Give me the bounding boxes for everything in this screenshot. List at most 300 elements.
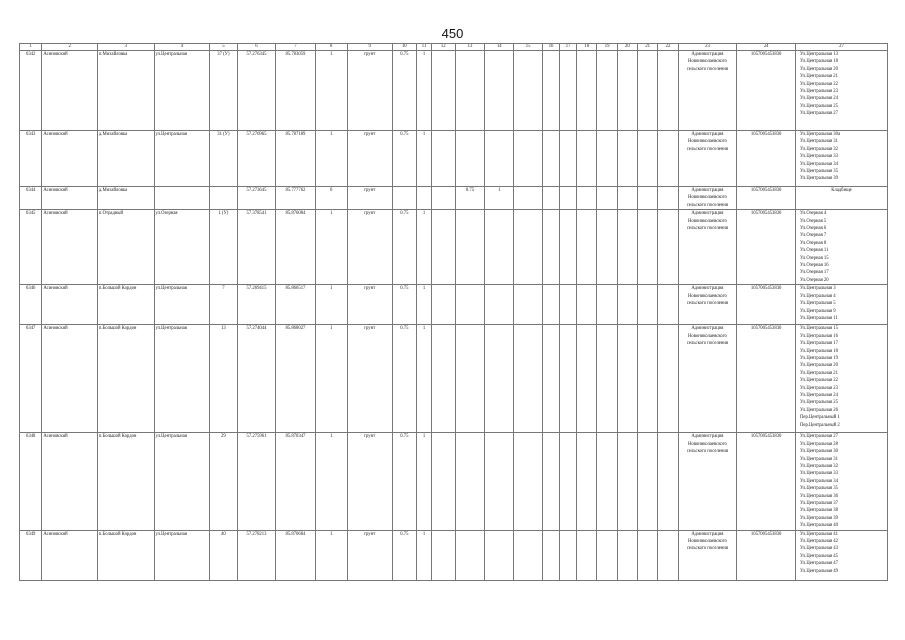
containers-cell: 1 <box>417 210 432 285</box>
organization-cell: Администрация Новониколаевского сельского поселения <box>678 210 737 285</box>
ogrn-cell: 1057005453830 <box>737 325 796 433</box>
area-cell: 0.75 <box>392 433 417 530</box>
empty-cell <box>597 131 617 187</box>
empty-cell <box>543 51 560 131</box>
table-row <box>20 530 888 580</box>
column-header: 11 <box>417 44 432 51</box>
empty-cell <box>658 433 678 530</box>
served-address: Ул.Центральная 34 <box>800 161 838 167</box>
served-address: Ул.Центральная 26 <box>800 407 838 413</box>
house-cell: 29 <box>210 433 238 530</box>
column-header: 9 <box>347 44 392 51</box>
empty-cell <box>638 325 658 433</box>
column-header: 3 <box>97 44 154 51</box>
organization-cell: Администрация Новониколаевского сельского поселения <box>678 325 737 433</box>
count-cell: 1 <box>315 51 347 131</box>
settlement-cell: п.Отрадный <box>97 210 154 285</box>
house-cell: 13 <box>210 325 238 433</box>
col14-cell <box>485 433 514 530</box>
settlement-cell: п.Михайловка <box>97 51 154 131</box>
empty-cell <box>432 285 455 325</box>
column-header: 18 <box>577 44 597 51</box>
served-address: Пер.Центральный 2 <box>800 422 840 428</box>
empty-cell <box>658 285 678 325</box>
served-address: Ул.Центральная 39 <box>800 176 838 182</box>
row-id: 6349 <box>20 530 42 580</box>
empty-cell <box>577 210 597 285</box>
ogrn-cell: 1057005453830 <box>737 530 796 580</box>
served-address: Ул.Центральная 11 <box>800 315 838 321</box>
ogrn-cell: 1057005453830 <box>737 210 796 285</box>
served-addresses-cell <box>796 285 888 325</box>
street-cell: ул.Центральная <box>154 131 210 187</box>
empty-cell <box>543 325 560 433</box>
table-row <box>20 285 888 325</box>
empty-cell <box>560 433 577 530</box>
empty-cell <box>577 187 597 210</box>
served-address: Ул.Центральная 21 <box>800 370 838 376</box>
street-cell: ул.Центральная <box>154 51 210 131</box>
served-address: Ул.Центральная 3 <box>800 286 836 292</box>
empty-cell <box>638 210 658 285</box>
empty-cell <box>638 187 658 210</box>
settlement-cell: п.Большой Кордон <box>97 530 154 580</box>
empty-cell <box>658 530 678 580</box>
served-address: Ул.Центральная 18 <box>800 348 838 354</box>
served-address: Пер.Центральный 1 <box>800 415 840 421</box>
column-header: 2 <box>42 44 98 51</box>
table-row <box>20 210 888 285</box>
served-address: Ул.Центральная 15 <box>800 326 838 332</box>
surface-cell: грунт <box>347 210 392 285</box>
column-header: 12 <box>432 44 455 51</box>
served-address: Ул.Центральная 17 <box>800 341 838 347</box>
served-address: Ул.Центральная 30 <box>800 449 838 455</box>
served-address: Ул.Центральная 31 <box>800 139 838 145</box>
served-address: Ул.Озерная 8 <box>800 240 827 246</box>
surface-cell: грунт <box>347 530 392 580</box>
empty-cell <box>597 433 617 530</box>
settlement-cell: д.Михайловка <box>97 131 154 187</box>
table-row <box>20 51 888 131</box>
served-address: Ул.Центральная 18 <box>800 59 838 65</box>
col14-cell: 1 <box>485 187 514 210</box>
latitude-cell: 57.275961 <box>237 433 275 530</box>
served-address: Ул.Центральная 22 <box>800 81 838 87</box>
empty-cell <box>617 51 637 131</box>
empty-cell <box>543 210 560 285</box>
count-cell: 1 <box>315 530 347 580</box>
district-cell: Асиновский <box>42 131 98 187</box>
served-address: Ул.Центральная 30а <box>800 132 841 137</box>
column-header: 1 <box>20 44 42 51</box>
served-address: Ул.Центральная 16 <box>800 333 838 339</box>
latitude-cell: 57.278213 <box>237 530 275 580</box>
served-address: Ул.Центральная 35 <box>800 169 838 175</box>
served-address: Ул.Центральная 25 <box>800 400 838 406</box>
served-address: Ул.Центральная 36 <box>800 493 838 499</box>
column-header: 21 <box>638 44 658 51</box>
empty-cell <box>638 530 658 580</box>
surface-cell: грунт <box>347 51 392 131</box>
empty-cell <box>597 51 617 131</box>
served-address: Ул.Центральная 47 <box>800 561 838 567</box>
empty-cell <box>658 51 678 131</box>
column-header: 10 <box>392 44 417 51</box>
longitude-cell: 85.870684 <box>276 530 316 580</box>
empty-cell <box>617 187 637 210</box>
served-address: Ул.Центральная 40 <box>800 523 838 529</box>
house-cell: 7 <box>210 285 238 325</box>
containers-cell: 1 <box>417 131 432 187</box>
empty-cell <box>638 51 658 131</box>
table-row <box>20 433 888 530</box>
table-row <box>20 325 888 433</box>
served-address: Ул.Озерная 6 <box>800 226 827 232</box>
served-address: Ул.Центральная 32 <box>800 463 838 469</box>
empty-cell <box>543 530 560 580</box>
containers-cell: 1 <box>417 285 432 325</box>
served-address: Ул.Центральная 24 <box>800 392 838 398</box>
empty-cell <box>638 285 658 325</box>
latitude-cell: 57.273645 <box>237 187 275 210</box>
latitude-cell: 57.274044 <box>237 325 275 433</box>
col13-cell <box>455 433 485 530</box>
registry-table <box>19 43 888 581</box>
served-address: Ул.Центральная 5 <box>800 301 836 307</box>
empty-cell <box>543 433 560 530</box>
empty-cell <box>638 131 658 187</box>
empty-cell <box>597 285 617 325</box>
column-header: 6 <box>237 44 275 51</box>
empty-cell <box>560 210 577 285</box>
served-address: Ул.Озерная 11 <box>800 248 829 254</box>
latitude-cell: 57.276965 <box>237 131 275 187</box>
served-address: Ул.Озерная 16 <box>800 263 829 269</box>
longitude-cell: 85.866517 <box>276 285 316 325</box>
col14-cell <box>485 210 514 285</box>
column-header: 20 <box>617 44 637 51</box>
column-header: 8 <box>315 44 347 51</box>
empty-cell <box>560 51 577 131</box>
row-id: 6346 <box>20 285 42 325</box>
empty-cell <box>514 433 543 530</box>
longitude-cell: 85.787189 <box>276 131 316 187</box>
district-cell: Асиновский <box>42 210 98 285</box>
organization-cell: Администрация Новониколаевского сельского поселения <box>678 51 737 131</box>
empty-cell <box>617 210 637 285</box>
col13-cell <box>455 51 485 131</box>
street-cell: ул.Озерная <box>154 210 210 285</box>
empty-cell <box>560 530 577 580</box>
settlement-cell: п.Большой Кордон <box>97 433 154 530</box>
empty-cell <box>617 285 637 325</box>
served-address: Ул.Центральная 32 <box>800 146 838 152</box>
served-address: Ул.Озерная 17 <box>800 270 829 276</box>
row-id: 6347 <box>20 325 42 433</box>
latitude-cell: 57.378541 <box>237 210 275 285</box>
empty-cell <box>514 210 543 285</box>
containers-cell: 1 <box>417 530 432 580</box>
col13-cell <box>455 325 485 433</box>
house-cell: 31 (У) <box>210 131 238 187</box>
street-cell <box>154 187 210 210</box>
row-id: 6345 <box>20 210 42 285</box>
empty-cell <box>543 131 560 187</box>
street-cell: ул.Центральная <box>154 325 210 433</box>
house-cell: 1 (У) <box>210 210 238 285</box>
latitude-cell: 57.276345 <box>237 51 275 131</box>
empty-cell <box>560 187 577 210</box>
settlement-cell: д.Михайловка <box>97 187 154 210</box>
empty-cell <box>658 210 678 285</box>
empty-cell <box>514 285 543 325</box>
served-address: Кладбище <box>831 188 852 193</box>
district-cell: Асиновский <box>42 187 98 210</box>
served-address: Ул.Озерная 15 <box>800 255 829 261</box>
table-body <box>20 51 888 581</box>
ogrn-cell: 1057005453830 <box>737 433 796 530</box>
served-addresses-cell <box>796 51 888 131</box>
ogrn-cell: 1057005453830 <box>737 285 796 325</box>
settlement-cell: п.Большой Кордон <box>97 285 154 325</box>
column-header: 22 <box>658 44 678 51</box>
empty-cell <box>514 131 543 187</box>
district-cell: Асиновский <box>42 325 98 433</box>
surface-cell: грунт <box>347 187 392 210</box>
served-address: Ул.Озерная 4 <box>800 211 827 217</box>
served-address: Ул.Центральная 27 <box>800 111 838 117</box>
row-id: 6344 <box>20 187 42 210</box>
area-cell: 0.75 <box>392 530 417 580</box>
served-address: Ул.Центральная 13 <box>800 52 838 57</box>
empty-cell <box>617 433 637 530</box>
row-id: 6343 <box>20 131 42 187</box>
longitude-cell: 85.777762 <box>276 187 316 210</box>
col13-cell <box>455 285 485 325</box>
area-cell: 0.75 <box>392 325 417 433</box>
organization-cell: Администрация Новониколаевского сельского поселения <box>678 131 737 187</box>
served-address: Ул.Центральная 23 <box>800 89 838 95</box>
empty-cell <box>617 530 637 580</box>
served-address: Ул.Центральная 19 <box>800 355 838 361</box>
column-header: 14 <box>485 44 514 51</box>
served-address: Ул.Центральная 21 <box>800 74 838 80</box>
area-cell: 0.75 <box>392 210 417 285</box>
empty-cell <box>432 325 455 433</box>
empty-cell <box>617 131 637 187</box>
served-address: Ул.Озерная 7 <box>800 233 827 239</box>
surface-cell: грунт <box>347 433 392 530</box>
col14-cell <box>485 325 514 433</box>
empty-cell <box>432 131 455 187</box>
column-header: 4 <box>154 44 210 51</box>
empty-cell <box>577 285 597 325</box>
area-cell <box>392 187 417 210</box>
served-address: Ул.Центральная 39 <box>800 515 838 521</box>
empty-cell <box>597 210 617 285</box>
served-address: Ул.Центральная 9 <box>800 308 836 314</box>
empty-cell <box>543 187 560 210</box>
col14-cell <box>485 51 514 131</box>
count-cell: 1 <box>315 433 347 530</box>
house-cell: 40 <box>210 530 238 580</box>
col14-cell <box>485 285 514 325</box>
empty-cell <box>514 51 543 131</box>
empty-cell <box>432 530 455 580</box>
served-addresses-cell <box>796 187 888 210</box>
served-address: Ул.Центральная 31 <box>800 456 838 462</box>
served-address: Ул.Центральная 28 <box>800 441 838 447</box>
containers-cell: 1 <box>417 51 432 131</box>
table-row <box>20 131 888 187</box>
empty-cell <box>514 187 543 210</box>
served-address: Ул.Центральная 33 <box>800 154 838 160</box>
empty-cell <box>432 51 455 131</box>
served-address: Ул.Центральная 49 <box>800 568 838 574</box>
served-addresses-cell <box>796 530 888 580</box>
page-number: 450 <box>441 26 464 41</box>
col14-cell <box>485 530 514 580</box>
served-address: Ул.Озерная 5 <box>800 218 827 224</box>
settlement-cell: п.Большой Кордон <box>97 325 154 433</box>
containers-cell <box>417 187 432 210</box>
house-cell: 37 (У) <box>210 51 238 131</box>
row-id: 6342 <box>20 51 42 131</box>
served-address: Ул.Центральная 43 <box>800 546 838 552</box>
served-address: Ул.Озерная 20 <box>800 277 829 283</box>
containers-cell: 1 <box>417 433 432 530</box>
served-address: Ул.Центральная 27 <box>800 434 838 440</box>
district-cell: Асиновский <box>42 433 98 530</box>
empty-cell <box>560 325 577 433</box>
column-header: 17 <box>560 44 577 51</box>
empty-cell <box>432 433 455 530</box>
ogrn-cell: 1057005453830 <box>737 131 796 187</box>
served-addresses-cell <box>796 433 888 530</box>
served-address: Ул.Центральная 45 <box>800 553 838 559</box>
column-header: 7 <box>276 44 316 51</box>
area-cell: 0.75 <box>392 131 417 187</box>
header-row <box>20 44 888 51</box>
longitude-cell: 85.876084 <box>276 210 316 285</box>
served-address: Ул.Центральная 24 <box>800 96 838 102</box>
served-addresses-cell <box>796 131 888 187</box>
column-header: 13 <box>455 44 485 51</box>
served-address: Ул.Центральная 20 <box>800 66 838 72</box>
empty-cell <box>560 285 577 325</box>
longitude-cell: 85.783059 <box>276 51 316 131</box>
served-addresses-cell <box>796 325 888 433</box>
count-cell: 1 <box>315 210 347 285</box>
surface-cell: грунт <box>347 131 392 187</box>
surface-cell: грунт <box>347 325 392 433</box>
served-address: Ул.Центральная 25 <box>800 103 838 109</box>
ogrn-cell: 1057005453830 <box>737 51 796 131</box>
column-header: 19 <box>597 44 617 51</box>
col13-cell <box>455 530 485 580</box>
served-addresses-cell <box>796 210 888 285</box>
organization-cell: Администрация Новониколаевского сельского поселения <box>678 530 737 580</box>
organization-cell: Администрация Новониколаевского сельского поселения <box>678 285 737 325</box>
empty-cell <box>597 325 617 433</box>
ogrn-cell: 1057005453830 <box>737 187 796 210</box>
served-address: Ул.Центральная 35 <box>800 486 838 492</box>
street-cell: ул.Центральная <box>154 530 210 580</box>
district-cell: Асиновский <box>42 285 98 325</box>
area-cell: 0.75 <box>392 51 417 131</box>
column-header: 24 <box>737 44 796 51</box>
empty-cell <box>577 530 597 580</box>
empty-cell <box>658 325 678 433</box>
empty-cell <box>577 325 597 433</box>
col13-cell <box>455 210 485 285</box>
empty-cell <box>432 210 455 285</box>
empty-cell <box>432 187 455 210</box>
empty-cell <box>514 325 543 433</box>
column-header: 16 <box>543 44 560 51</box>
count-cell: 1 <box>315 325 347 433</box>
column-header: 27 <box>796 44 888 51</box>
longitude-cell: 85.870347 <box>276 433 316 530</box>
col14-cell <box>485 131 514 187</box>
area-cell: 0.75 <box>392 285 417 325</box>
served-address: Ул.Центральная 20 <box>800 363 838 369</box>
district-cell: Асиновский <box>42 530 98 580</box>
street-cell: ул.Центральная <box>154 285 210 325</box>
column-header: 23 <box>678 44 737 51</box>
latitude-cell: 57.269415 <box>237 285 275 325</box>
row-id: 6348 <box>20 433 42 530</box>
served-address: Ул.Центральная 37 <box>800 500 838 506</box>
column-header: 15 <box>514 44 543 51</box>
empty-cell <box>560 131 577 187</box>
empty-cell <box>597 530 617 580</box>
count-cell: 1 <box>315 285 347 325</box>
empty-cell <box>638 433 658 530</box>
longitude-cell: 85.868027 <box>276 325 316 433</box>
table-row <box>20 187 888 210</box>
empty-cell <box>617 325 637 433</box>
empty-cell <box>597 187 617 210</box>
district-cell: Асиновский <box>42 51 98 131</box>
column-header: 5 <box>210 44 238 51</box>
served-address: Ул.Центральная 42 <box>800 538 838 544</box>
street-cell: ул.Центральная <box>154 433 210 530</box>
col13-cell <box>455 131 485 187</box>
served-address: Ул.Центральная 22 <box>800 378 838 384</box>
served-address: Ул.Центральная 34 <box>800 478 838 484</box>
surface-cell: грунт <box>347 285 392 325</box>
count-cell: 0 <box>315 187 347 210</box>
empty-cell <box>658 187 678 210</box>
served-address: Ул.Центральная 23 <box>800 385 838 391</box>
empty-cell <box>577 51 597 131</box>
col13-cell: 0.75 <box>455 187 485 210</box>
served-address: Ул.Центральная 41 <box>800 531 838 537</box>
organization-cell: Администрация Новониколаевского сельского поселения <box>678 433 737 530</box>
organization-cell: Администрация Новониколаевского сельского поселения <box>678 187 737 210</box>
count-cell: 1 <box>315 131 347 187</box>
house-cell <box>210 187 238 210</box>
served-address: Ул.Центральная 38 <box>800 508 838 514</box>
empty-cell <box>658 131 678 187</box>
empty-cell <box>577 433 597 530</box>
served-address: Ул.Центральная 4 <box>800 293 836 299</box>
empty-cell <box>514 530 543 580</box>
served-address: Ул.Центральная 33 <box>800 471 838 477</box>
containers-cell: 1 <box>417 325 432 433</box>
